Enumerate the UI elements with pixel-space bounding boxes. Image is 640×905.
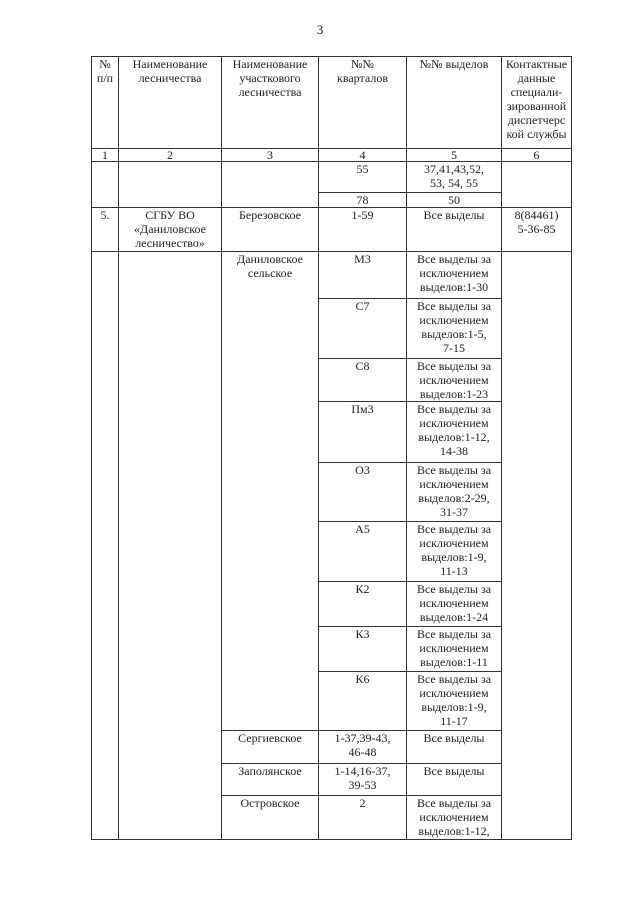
column-number: 2 [119,149,222,162]
empty-cell [92,252,119,840]
quarter-cell: К3 [319,627,407,672]
allotments-cell: Все выделы за исключением выделов:1-9, 11-17 [407,672,502,731]
table-row [92,252,572,299]
header-contacts: Контактные данные специали- зированной диспетчерс кой службы [502,57,572,149]
empty-cell [502,252,572,840]
quarter-cell: 1-14,16-37, 39-53 [319,764,407,796]
header-district: Наименование участкового лесничества [222,57,319,149]
header-number: № п/п [92,57,119,149]
quarter-cell: 1-59 [319,208,407,252]
district-name: Даниловское сельское [222,252,319,731]
quarter-cell: Пм3 [319,402,407,463]
allotments-cell: Все выделы [407,208,502,252]
header-quarters: №№ кварталов [319,57,407,149]
allotments-cell: Все выделы за исключением выделов:1-23 [407,359,502,402]
quarter-cell: 1-37,39-43, 46-48 [319,731,407,764]
allotments-cell: Все выделы за исключением выделов:1-12, 14-38 [407,402,502,463]
empty-cell [92,162,119,208]
quarter-cell: А5 [319,522,407,582]
quarter-cell: С8 [319,359,407,402]
quarter-cell: М3 [319,252,407,299]
quarter-cell: К2 [319,582,407,627]
header-allotments: №№ выделов [407,57,502,149]
quarter-cell: 2 [319,796,407,840]
empty-cell [119,162,222,208]
forestry-name: СГБУ ВО «Даниловское лесничество» [119,208,222,252]
empty-cell [119,252,222,840]
district-name: Заполянское [222,764,319,796]
forestry-table [91,56,572,840]
allotments-cell: Все выделы за исключением выделов:1-12, [407,796,502,840]
allotments-cell: Все выделы за исключением выделов:1-5, 7-15 [407,299,502,359]
column-number: 6 [502,149,572,162]
allotments-cell: 50 [407,193,502,208]
allotments-cell: Все выделы за исключением выделов:1-11 [407,627,502,672]
column-number: 4 [319,149,407,162]
allotments-cell: Все выделы [407,764,502,796]
table-row [92,162,572,193]
quarter-cell: 78 [319,193,407,208]
allotments-cell: Все выделы за исключением выделов:1-24 [407,582,502,627]
empty-cell [222,162,319,208]
column-number: 3 [222,149,319,162]
quarter-cell: 55 [319,162,407,193]
district-name: Сергиевское [222,731,319,764]
allotments-cell: Все выделы за исключением выделов:2-29, 31-37 [407,463,502,522]
district-name: Березовское [222,208,319,252]
allotments-cell: 37,41,43,52, 53, 54, 55 [407,162,502,193]
table-row [92,208,572,252]
contact-phone: 8(84461) 5-36-85 [502,208,572,252]
quarter-cell: К6 [319,672,407,731]
empty-cell [502,162,572,208]
header-row [92,57,572,149]
allotments-cell: Все выделы [407,731,502,764]
allotments-cell: Все выделы за исключением выделов:1-30 [407,252,502,299]
column-number-row [92,149,572,162]
column-number: 5 [407,149,502,162]
allotments-cell: Все выделы за исключением выделов:1-9, 11-13 [407,522,502,582]
page-number: 3 [316,22,324,37]
row-number: 5. [92,208,119,252]
quarter-cell: С7 [319,299,407,359]
district-name: Островское [222,796,319,840]
quarter-cell: О3 [319,463,407,522]
column-number: 1 [92,149,119,162]
header-forestry: Наименование лесничества [119,57,222,149]
